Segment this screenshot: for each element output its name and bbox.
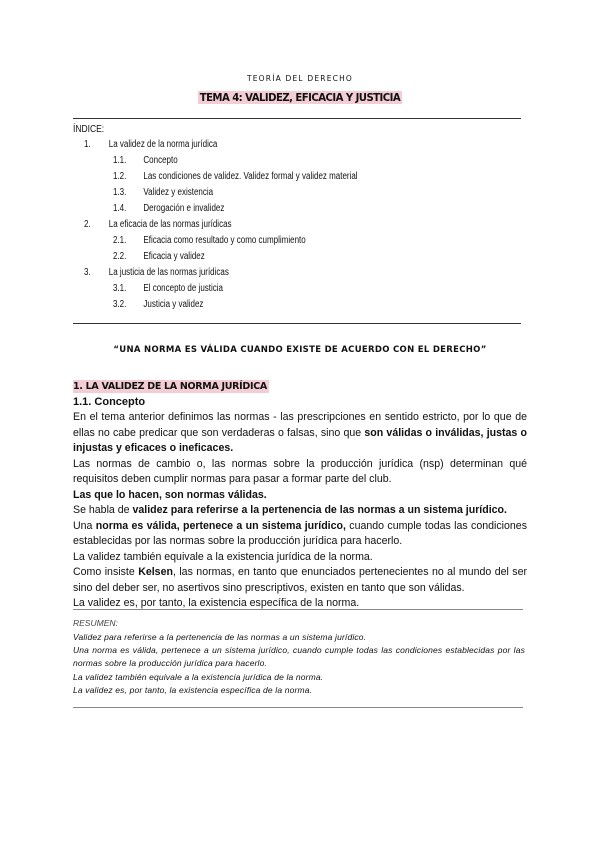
divider <box>73 609 523 610</box>
summary-label: RESUMEN: <box>73 618 118 628</box>
toc-subitem: 1.1. Concepto <box>113 155 178 166</box>
toc-item-label: La eficacia de las normas jurídicas <box>108 219 232 230</box>
toc-subitem: 1.4. Derogación e invalidez <box>113 203 225 214</box>
toc-subitem-label: Derogación e invalidez <box>143 203 225 214</box>
paragraph: La validez es, por tanto, la existencia específica de la norma. <box>73 597 360 609</box>
toc-item-label: La validez de la norma jurídica <box>108 139 218 150</box>
toc-subitem: 3.2. Justicia y validez <box>113 299 204 310</box>
document-title: TEMA 4: VALIDEZ, EFICACIA Y JUSTICIA <box>199 91 401 104</box>
section-heading: 1. LA VALIDEZ DE LA NORMA JURÍDICA <box>73 381 267 392</box>
quote: “UNA NORMA ES VÁLIDA CUANDO EXISTE DE ACUERDO CON EL DERECHO” <box>113 345 487 355</box>
toc-item: 3. La justicia de las normas jurídicas <box>84 267 229 278</box>
paragraph: Se habla de validez para referirse a la pertenencia de las normas a un sistema jurídico. <box>73 504 507 516</box>
section-heading-wrap <box>73 376 269 394</box>
toc-subitem: 2.2. Eficacia y validez <box>113 251 205 262</box>
toc-item: 1. La validez de la norma jurídica <box>84 139 218 150</box>
summary-line: Una norma es válida, pertenece a un sistema jurídico, cuando cumple todas las condiciones establecidas por las normas sobre la producción jurídica para hacerlo. <box>73 645 525 669</box>
toc-subitem: 3.1. El concepto de justicia <box>113 283 224 294</box>
divider <box>73 707 523 708</box>
index-label: ÍNDICE: <box>73 124 105 135</box>
body-text <box>73 410 527 612</box>
divider <box>73 118 521 119</box>
toc-item-label: La justicia de las normas jurídicas <box>108 267 229 278</box>
paragraph: Las normas de cambio o, las normas sobre la producción jurídica (nsp) determinan qué requisitos deben cumplir normas para pasar a formar parte del club. <box>73 457 527 485</box>
toc-subitem: 1.3. Validez y existencia <box>113 187 214 198</box>
paragraph: Una norma es válida, pertenece a un sistema jurídico, cuando cumple todas las condiciones establecidas por las normas sobre la producción jurídica para hacerlo. <box>73 519 527 547</box>
subsection-heading: 1.1. Concepto <box>73 396 146 408</box>
divider <box>73 323 521 324</box>
summary-line: La validez también equivale a la existencia jurídica de la norma. <box>73 671 324 682</box>
toc-subitem-label: Justicia y validez <box>143 299 204 310</box>
toc-subitem-label: Concepto <box>143 155 178 166</box>
toc-subitem: 2.1. Eficacia como resultado y como cumplimiento <box>113 235 306 246</box>
title-wrap <box>0 88 600 106</box>
toc-subitem-label: Eficacia y validez <box>143 251 205 262</box>
subject-label: TEORÍA DEL DERECHO <box>246 74 354 83</box>
toc-subitem-label: El concepto de justicia <box>143 283 224 294</box>
summary-box <box>73 631 525 697</box>
toc-item: 2. La eficacia de las normas jurídicas <box>84 219 232 230</box>
paragraph: En el tema anterior definimos las normas - las prescripciones en sentido estricto, por lo que de ellas no cabe predicar que son verdaderas o falsas, sino que son válidas o inválidas, justas o injustas y eficaces o ineficaces. <box>73 411 527 454</box>
paragraph: La validez también equivale a la existencia jurídica de la norma. <box>73 550 373 563</box>
summary-line: Validez para referirse a la pertenencia de las normas a un sistema jurídico. <box>73 632 367 642</box>
toc-subitem-label: Las condiciones de validez. Validez formal y validez material <box>143 171 358 182</box>
paragraph: Como insiste Kelsen, las normas, en tanto que enunciados pertenecientes no al mundo del ser sino del deber ser, no asertivos sino prescriptivos, existen en tanto que son válidas. <box>73 566 527 594</box>
toc-subitem-label: Validez y existencia <box>143 187 214 198</box>
summary-line: La validez es, por tanto, la existencia específica de la norma. <box>73 684 313 695</box>
toc-subitem-label: Eficacia como resultado y como cumplimiento <box>143 235 306 246</box>
toc-subitem: 1.2. Las condiciones de validez. Validez formal y validez material <box>113 171 358 182</box>
paragraph: Las que lo hacen, son normas válidas. <box>73 488 267 501</box>
